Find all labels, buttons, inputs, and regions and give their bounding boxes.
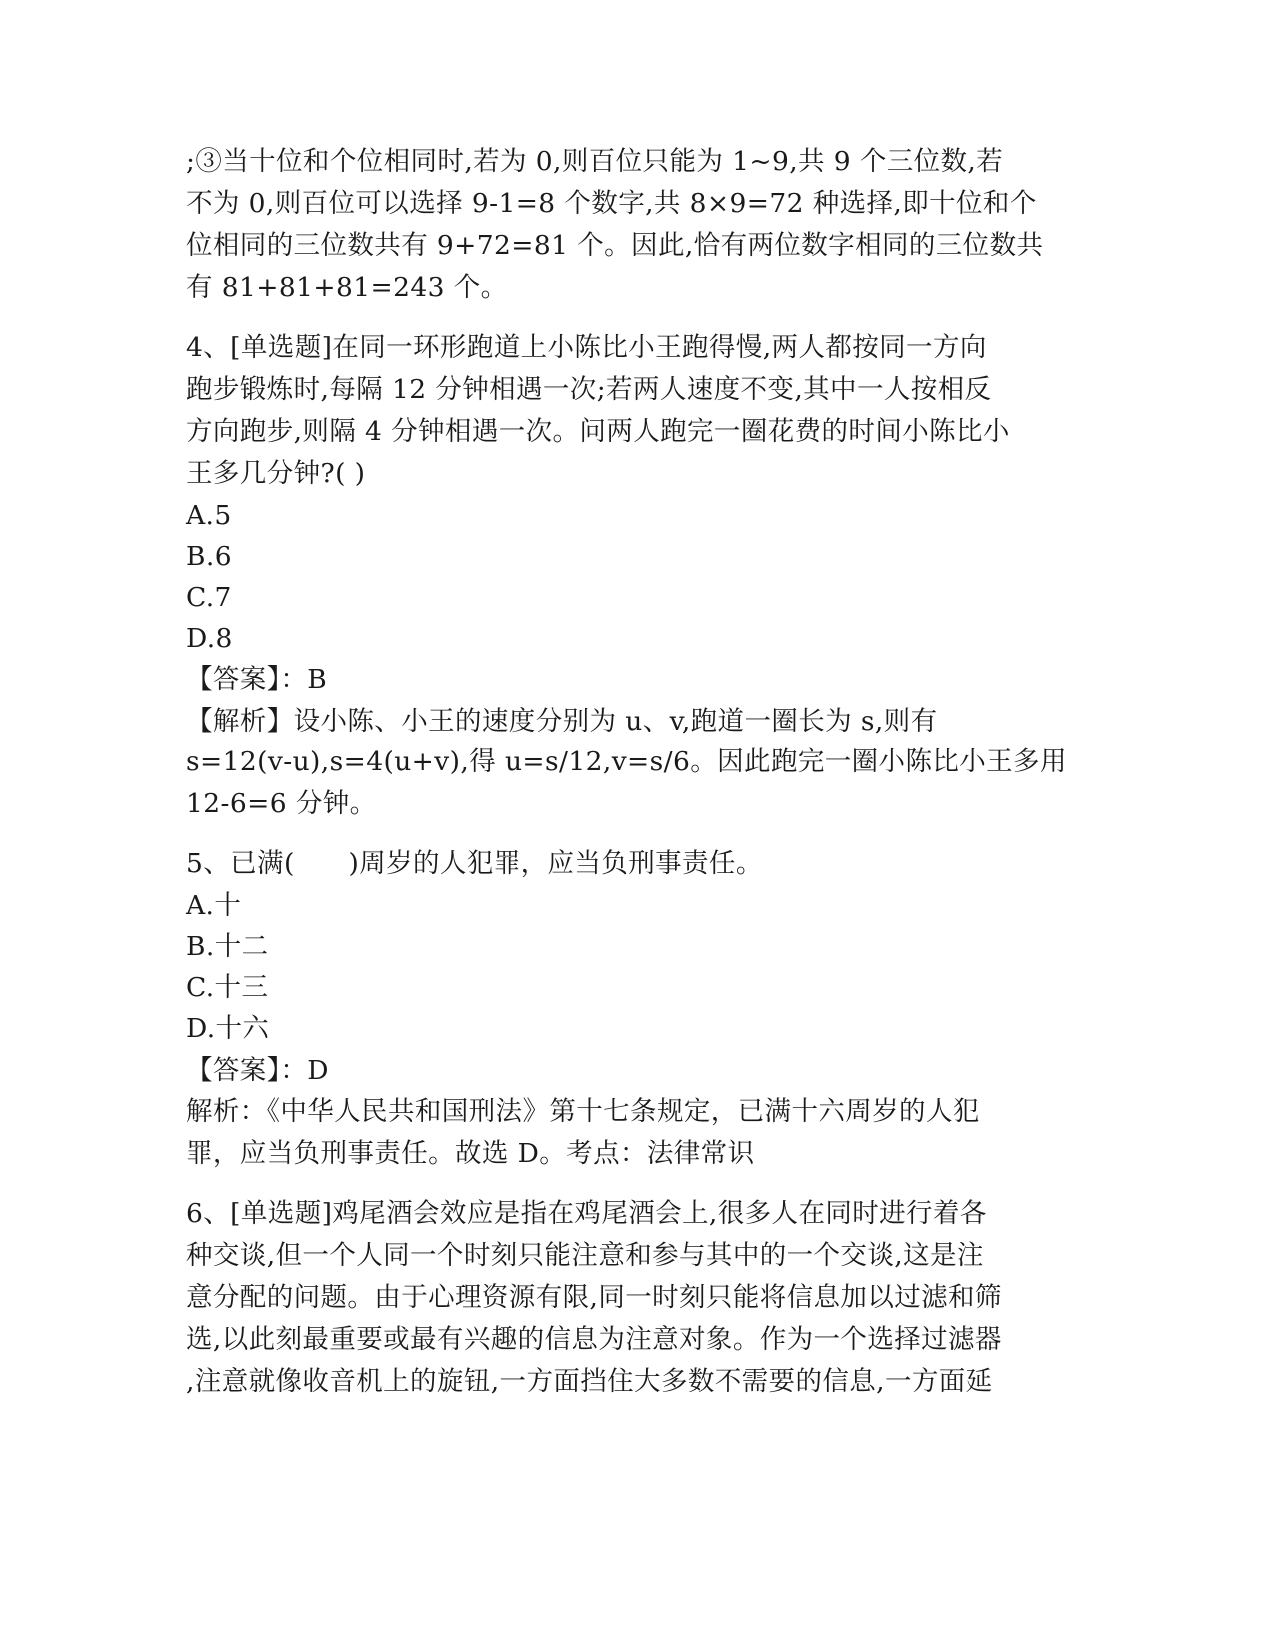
analysis-line: 12-6=6 分钟。	[186, 788, 377, 819]
option-d: D.十六	[186, 1013, 270, 1044]
text-line: 不为 0,则百位可以选择 9-1=8 个数字,共 8×9=72 种选择,即十位和个	[186, 188, 1037, 219]
question-6-line: ,注意就像收音机上的旋钮,一方面挡住大多数不需要的信息,一方面延	[186, 1366, 993, 1397]
analysis-line: s=12(v-u),s=4(u+v),得 u=s/12,v=s/6。因此跑完一圈小陈比小王多用	[186, 746, 1067, 777]
option-a: A.十	[186, 890, 242, 921]
option-c: C.7	[186, 582, 232, 613]
question-6-line: 意分配的问题。由于心理资源有限,同一时刻只能将信息加以过滤和筛	[186, 1282, 1002, 1313]
option-b: B.十二	[186, 931, 269, 962]
question-5-line: 5、已满( )周岁的人犯罪，应当负刑事责任。	[186, 848, 763, 879]
question-6-line: 选,以此刻最重要或最有兴趣的信息为注意对象。作为一个选择过滤器	[186, 1324, 1002, 1355]
option-d: D.8	[186, 623, 233, 654]
question-4-line: 4、[单选题]在同一环形跑道上小陈比小王跑得慢,两人都按同一方向	[186, 332, 987, 363]
question-4-line: 王多几分钟?( )	[186, 458, 366, 489]
analysis-line: 【解析】设小陈、小王的速度分别为 u、v,跑道一圈长为 s,则有	[186, 706, 938, 737]
answer-line: 【答案】：D	[186, 1055, 329, 1086]
text-line: 位相同的三位数共有 9+72=81 个。因此,恰有两位数字相同的三位数共	[186, 230, 1044, 261]
question-6-line: 6、[单选题]鸡尾酒会效应是指在鸡尾酒会上,很多人在同时进行着各	[186, 1198, 987, 1229]
option-c: C.十三	[186, 972, 269, 1003]
question-4-line: 方向跑步,则隔 4 分钟相遇一次。问两人跑完一圈花费的时间小陈比小	[186, 416, 1010, 447]
analysis-line: 解析：《中华人民共和国刑法》第十七条规定，已满十六周岁的人犯	[186, 1096, 980, 1127]
text-line: 有 81+81+81=243 个。	[186, 272, 508, 303]
option-a: A.5	[186, 500, 232, 531]
analysis-line: 罪，应当负刑事责任。故选 D。考点：法律常识	[186, 1138, 755, 1169]
question-6-line: 种交谈,但一个人同一个时刻只能注意和参与其中的一个交谈,这是注	[186, 1240, 984, 1271]
question-4-line: 跑步锻炼时,每隔 12 分钟相遇一次;若两人速度不变,其中一人按相反	[186, 374, 992, 405]
answer-line: 【答案】：B	[186, 664, 328, 695]
text-line: ;③当十位和个位相同时,若为 0,则百位只能为 1~9,共 9 个三位数,若	[186, 146, 1004, 177]
option-b: B.6	[186, 541, 232, 572]
